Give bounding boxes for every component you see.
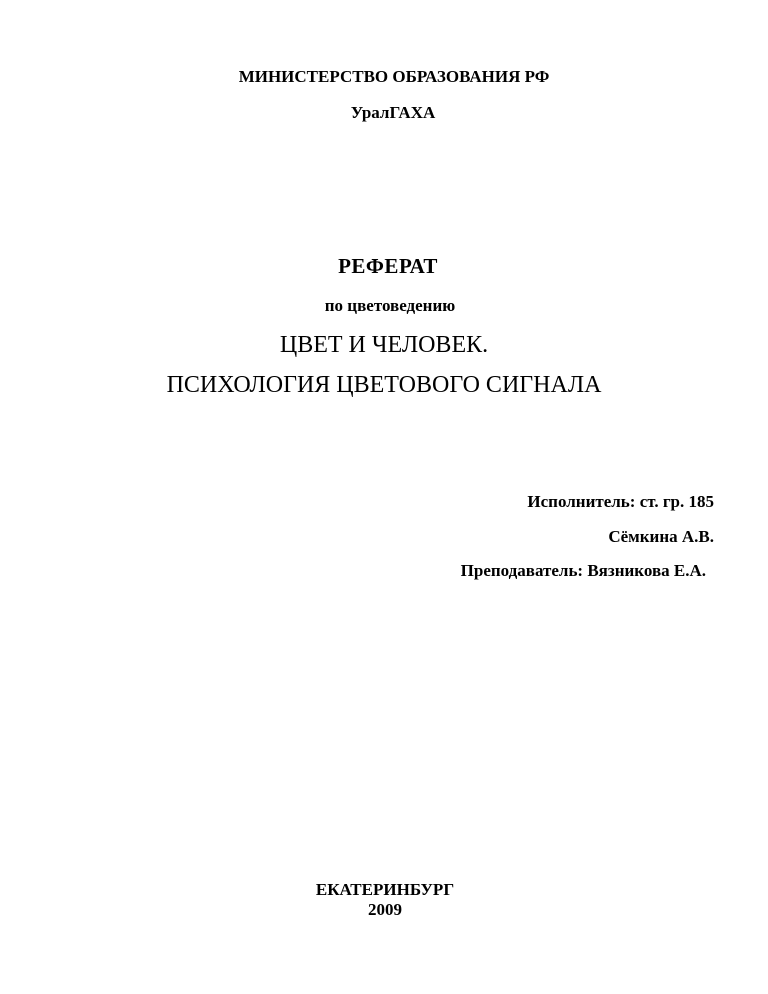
student-name: Сёмкина А.В. [608, 527, 714, 546]
city-name: ЕКАТЕРИНБУРГ [315, 880, 455, 899]
year: 2009 [368, 900, 402, 919]
title-line-1: ЦВЕТ И ЧЕЛОВЕК. [279, 332, 489, 358]
teacher-line: Преподаватель: Вязникова Е.А. [460, 561, 706, 580]
document-type: РЕФЕРАТ [338, 254, 438, 278]
subject-line: по цветоведению [324, 296, 456, 315]
academy-name: УралГАХА [350, 103, 436, 122]
ministry-heading: МИНИСТЕРСТВО ОБРАЗОВАНИЯ РФ [238, 67, 550, 86]
executor-line: Исполнитель: ст. гр. 185 [527, 492, 714, 511]
title-line-2: ПСИХОЛОГИЯ ЦВЕТОВОГО СИГНАЛА [166, 372, 602, 398]
